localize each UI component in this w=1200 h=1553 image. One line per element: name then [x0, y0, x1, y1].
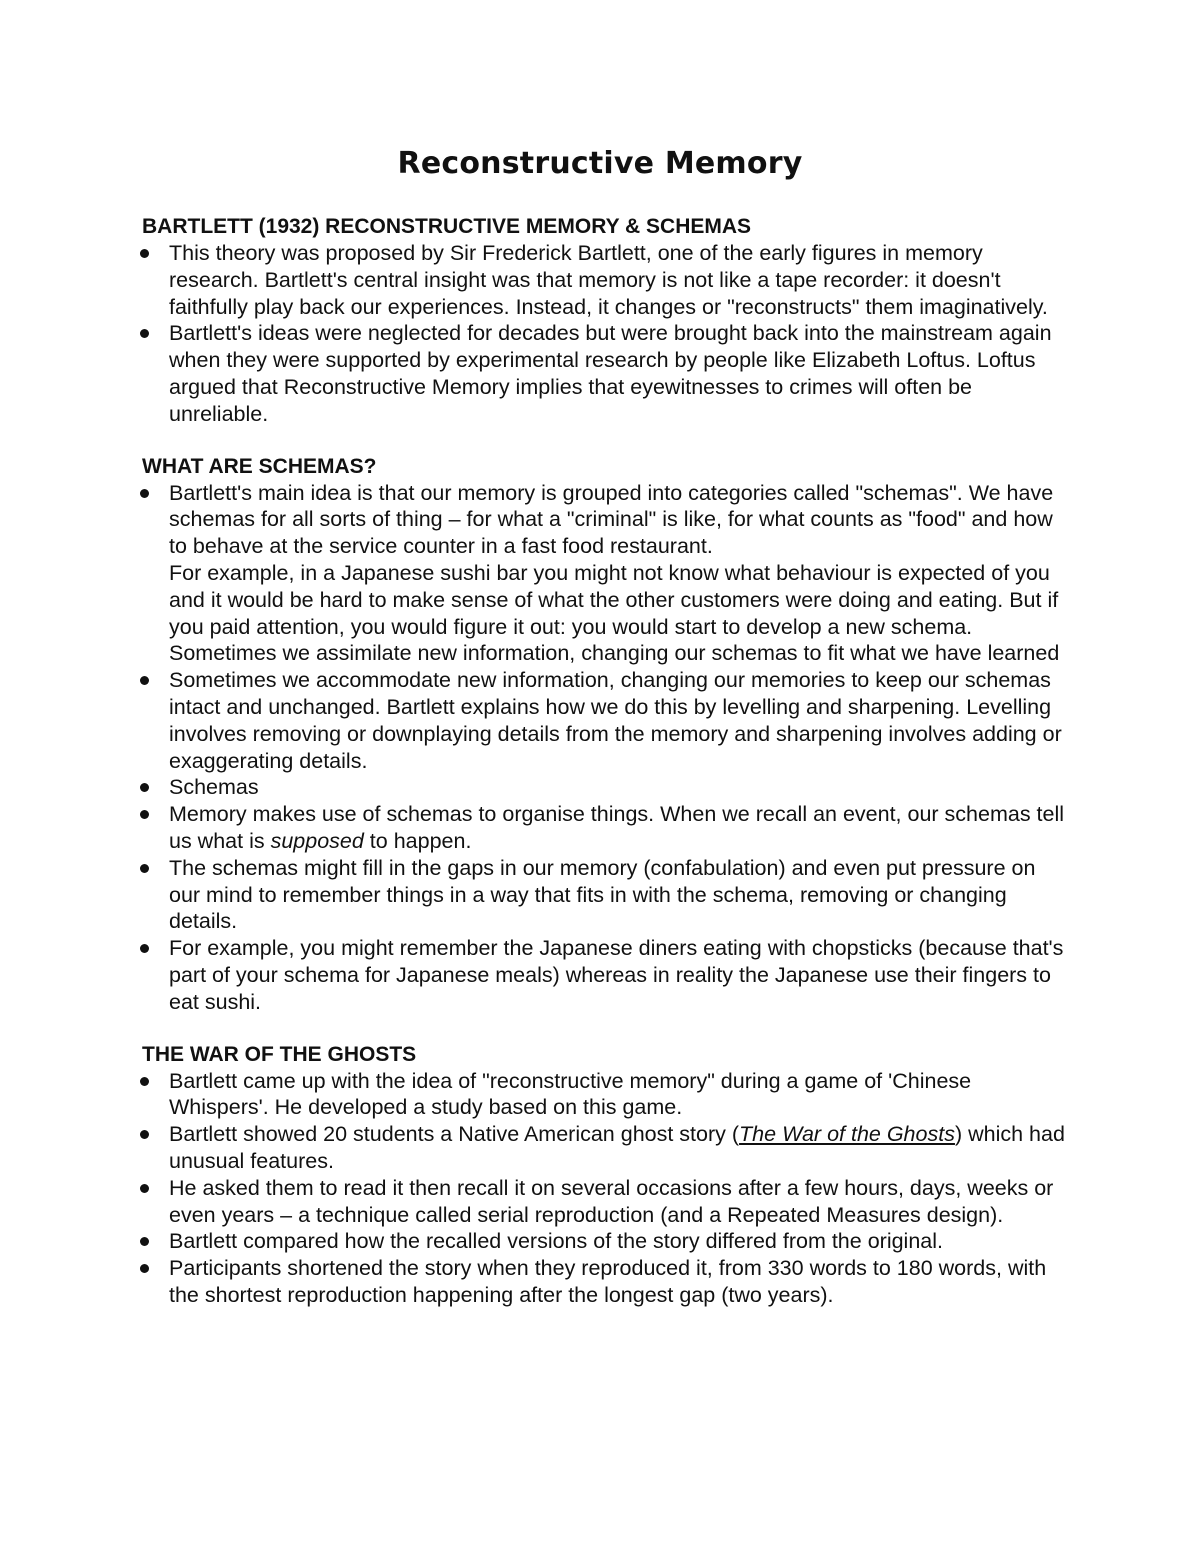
list-item	[140, 774, 1070, 801]
list-item-text: For example, you might remember the Japanese diners eating with chopsticks (because that's part of your schema for Japanese meals) whereas in reality the Japanese use their fingers to eat sushi.	[169, 936, 1064, 1014]
bullet-icon	[140, 1184, 149, 1193]
bullet-list-bartlett	[140, 240, 1070, 428]
bullet-icon	[140, 783, 149, 792]
bullet-icon	[140, 944, 149, 953]
list-item	[140, 320, 1070, 427]
list-item	[140, 667, 1070, 774]
bullet-list-ghosts	[140, 1068, 1070, 1309]
list-item	[140, 1255, 1070, 1309]
list-item-text: Bartlett's main idea is that our memory is grouped into categories called "schemas". We have schemas for all sorts of thing – for what a "criminal" is like, for what counts as "food" and how to behave at the service counter in a fast food restaurant.	[169, 480, 1054, 559]
list-item	[140, 935, 1070, 1015]
bullet-icon	[140, 1130, 149, 1139]
list-item-text: This theory was proposed by Sir Frederick Bartlett, one of the early figures in memory research. Bartlett's central insight was that memory is not like a tape recorder: it doesn't faithfully play back our experiences. Instead, it changes or "reconstructs" them imaginatively.	[169, 241, 1048, 319]
bullet-icon	[140, 1264, 149, 1273]
bullet-list-schemas	[140, 480, 1070, 1016]
section-schemas	[140, 454, 1070, 1016]
emphasis-text: supposed	[270, 828, 364, 853]
list-item	[140, 1121, 1070, 1175]
bullet-icon	[140, 1237, 149, 1246]
section-war-of-the-ghosts	[140, 1042, 1070, 1309]
list-item-text: ) which had unusual features.	[169, 1122, 1065, 1173]
bullet-icon	[140, 329, 149, 338]
list-item	[140, 1068, 1070, 1122]
list-item-text: The schemas might fill in the gaps in our memory (confabulation) and even put pressure on our mind to remember things in a way that fits in with the schema, removing or changing details.	[169, 855, 1036, 934]
list-item	[140, 855, 1070, 935]
list-item-text: For example, in a Japanese sushi bar you might not know what behaviour is expected of you and it would be hard to make sense of what the other customers were doing and eating. But if you paid attention, you would figure it out: you would start to develop a new schema. Sometimes we assimilate new information, changing our schemas to fit what we have learned	[169, 560, 1060, 666]
list-item-text: Bartlett's ideas were neglected for decades but were brought back into the mainstream again when they were supported by experimental research by people like Elizabeth Loftus. Loftus argued that Reconstructive Memory implies that eyewitnesses to crimes will often be unreliable.	[169, 321, 1052, 426]
section-heading-schemas: WHAT ARE SCHEMAS?	[142, 454, 377, 478]
list-item-text: He asked them to read it then recall it on several occasions after a few hours, days, weeks or even years – a technique called serial reproduction (and a Repeated Measures design).	[169, 1175, 1054, 1227]
page-title: Reconstructive Memory	[397, 146, 803, 181]
list-item	[140, 480, 1070, 668]
list-item	[140, 801, 1070, 855]
list-item-text: Participants shortened the story when they reproduced it, from 330 words to 180 words, with the shortest reproduction happening after the longest gap (two years).	[169, 1256, 1047, 1307]
bullet-icon	[140, 1077, 149, 1086]
section-heading-bartlett: BARTLETT (1932) RECONSTRUCTIVE MEMORY & SCHEMAS	[142, 215, 752, 238]
section-bartlett	[140, 214, 1070, 428]
list-item-text: Sometimes we accommodate new information, changing our memories to keep our schemas intact and unchanged. Bartlett explains how we do this by levelling and sharpening. Levelling involves removing or downplaying details from the memory and sharpening involves adding or exaggerating details.	[169, 668, 1062, 773]
bullet-icon	[140, 864, 149, 873]
list-item	[140, 240, 1070, 320]
bullet-icon	[140, 676, 149, 685]
bullet-icon	[140, 489, 149, 498]
bullet-icon	[140, 249, 149, 258]
list-item-text: Memory makes use of schemas to organise things. When we recall an event, our schemas tell us what is	[169, 802, 1065, 853]
list-item-text: Schemas	[169, 775, 259, 800]
list-item	[140, 1175, 1070, 1229]
list-item-text: Bartlett showed 20 students a Native American ghost story (	[169, 1122, 740, 1147]
list-item-text: Bartlett came up with the idea of "reconstructive memory" during a game of 'Chinese Whispers'. He developed a study based on this game.	[169, 1068, 972, 1120]
section-heading-ghosts: THE WAR OF THE GHOSTS	[142, 1042, 417, 1066]
list-item	[140, 1228, 1070, 1255]
bullet-icon	[140, 810, 149, 819]
story-title-link[interactable]: The War of the Ghosts	[739, 1122, 955, 1147]
list-item-text: to happen.	[363, 828, 472, 853]
list-item-text: Bartlett compared how the recalled versions of the story differed from the original.	[169, 1229, 943, 1254]
document-body	[140, 214, 1070, 1309]
